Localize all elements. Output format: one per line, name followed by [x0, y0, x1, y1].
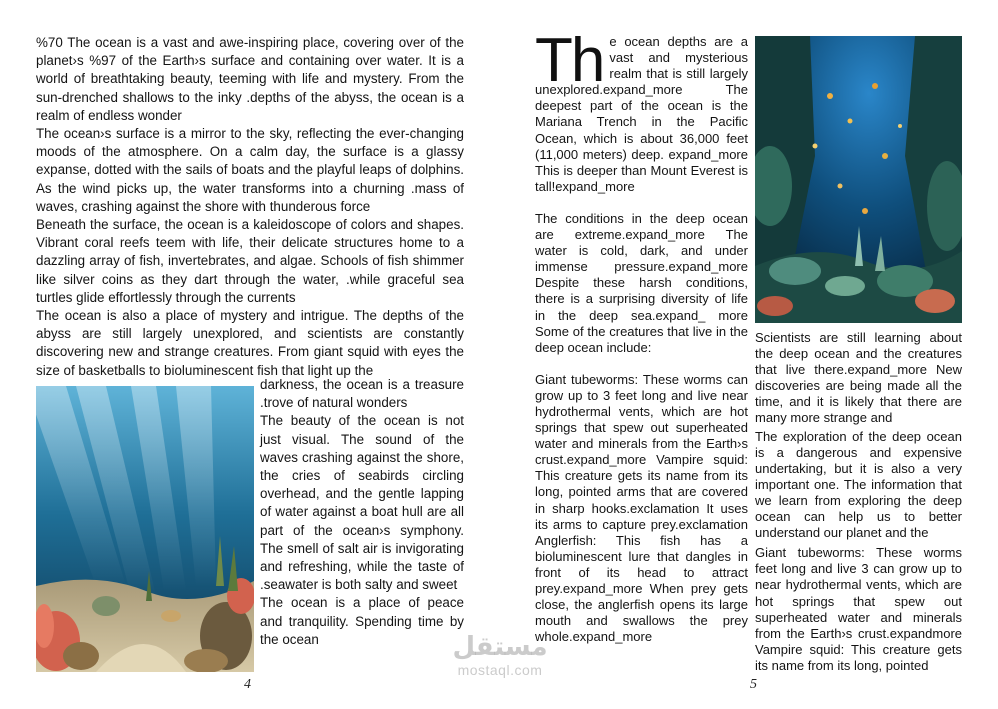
paragraph: Giant tubeworms: These worms can grow up to 3 feet long and live near hydrothermal vents, which are hot springs that spew out superheated water and minerals from the Earth›s crust.expand_more Vampire squid: This creature gets its name from its long, pointed arms that are covered in sharp hooks.exclamation It uses its arms to capture prey.exclamation Anglerfish: This fish has a bioluminescent lure that dangles in front of its head to attract prey.expand_more When prey gets close, the anglerfish opens its large mouth and swallows the prey whole.expand_more — [535, 371, 748, 645]
left-wrap-text — [260, 376, 464, 649]
left-intro-text — [36, 34, 464, 380]
right-column-a — [535, 26, 748, 645]
paragraph: The ocean›s surface is a mirror to the sky, reflecting the ever-changing moods of the atmosphere. On a calm day, the surface is a glassy expanse, dotted with the sails of boats and the playful leaps of dolphins. As the wind picks up, the water transforms into a churning .mass of waves, crashing against the shore with thunderous force — [36, 126, 464, 214]
page-number: 4 — [244, 677, 251, 692]
paragraph: The ocean is also a place of mystery and intrigue. The depths of the abyss are still largely unexplored, and scientists are constantly discovering new and strange creatures. From giant squid with eyes the size of basketballs to bioluminescent fish that light up the — [36, 308, 464, 378]
watermark-site: mostaql.com — [457, 662, 543, 678]
watermark — [438, 632, 562, 678]
paragraph: The conditions in the deep ocean are extreme.expand_more The water is cold, dark, and under immense pressure.expand_more Despite these harsh conditions, there is a surprising diversity of life in the deep sea.expand_ more Some of the creatures that live in the deep ocean include: — [535, 210, 748, 355]
paragraph: %70 The ocean is a vast and awe-inspiring place, covering over of the planet›s %97 of the Earth›s surface and containing over water. It is a world of breathtaking beauty, teeming with life and mystery. From the sun-drenched shallows to the inky .depths of the abyss, the ocean is a realm of endless wonder — [36, 35, 464, 123]
paragraph: e ocean depths are a vast and mysterious realm that is still largely unexplored.expand_more The deepest part of the ocean is the Mariana Trench in the Pacific Ocean, which is about 36,000 feet (11,000 meters) deep. expand_more This is deeper than Mount Everest is tall!expand_more — [535, 34, 748, 194]
paragraph: Beneath the surface, the ocean is a kaleidoscope of colors and shapes. Vibrant coral reefs teem with life, their delicate structures home to a dazzling array of fish, invertebrates, and algae. Schools of fish shimmer like silver coins as they dart through the water, .while graceful sea turtles glide effortlessly through the currents — [36, 217, 464, 305]
paragraph: Giant tubeworms: These worms feet long and live 3 can grow up to near hydrothermal vents, which are hot springs that spew out superheated water and minerals from the Earth›s crust.expandmore Vampire squid: This creature gets its name from its long, pointed — [755, 545, 962, 673]
paragraph: Scientists are still learning about the deep ocean and the creatures that live there.expand_more New discoveries are being made all the time, and it is likely that there are many more strange and — [755, 330, 962, 426]
paragraph: darkness, the ocean is a treasure .trove of natural wonders — [260, 377, 464, 411]
paragraph: The exploration of the deep ocean is a dangerous and expensive undertaking, but it is also a very important one. The information that we learn from exploring the deep ocean can help us to better understand our planet and the — [755, 428, 962, 541]
underwater-sand-photo — [36, 386, 254, 672]
page-number: 5 — [750, 677, 757, 692]
paragraph: The ocean is a place of peace and tranquility. Spending time by the ocean — [260, 595, 464, 647]
coral-reef-photo — [755, 36, 962, 323]
deep-ocean-intro — [535, 26, 748, 195]
paragraph: The beauty of the ocean is not just visual. The sound of the waves crashing against the shore, the cries of seabirds circling overhead, and the gentle lapping of water against a boat hull are all part of the ocean›s symphony. The smell of salt air is invigorating and refreshing, while the taste of .seawater is both salty and sweet — [260, 413, 464, 593]
right-column-b — [755, 330, 962, 674]
drop-cap: Th — [535, 26, 604, 95]
watermark-logo: مستقل — [452, 632, 548, 662]
